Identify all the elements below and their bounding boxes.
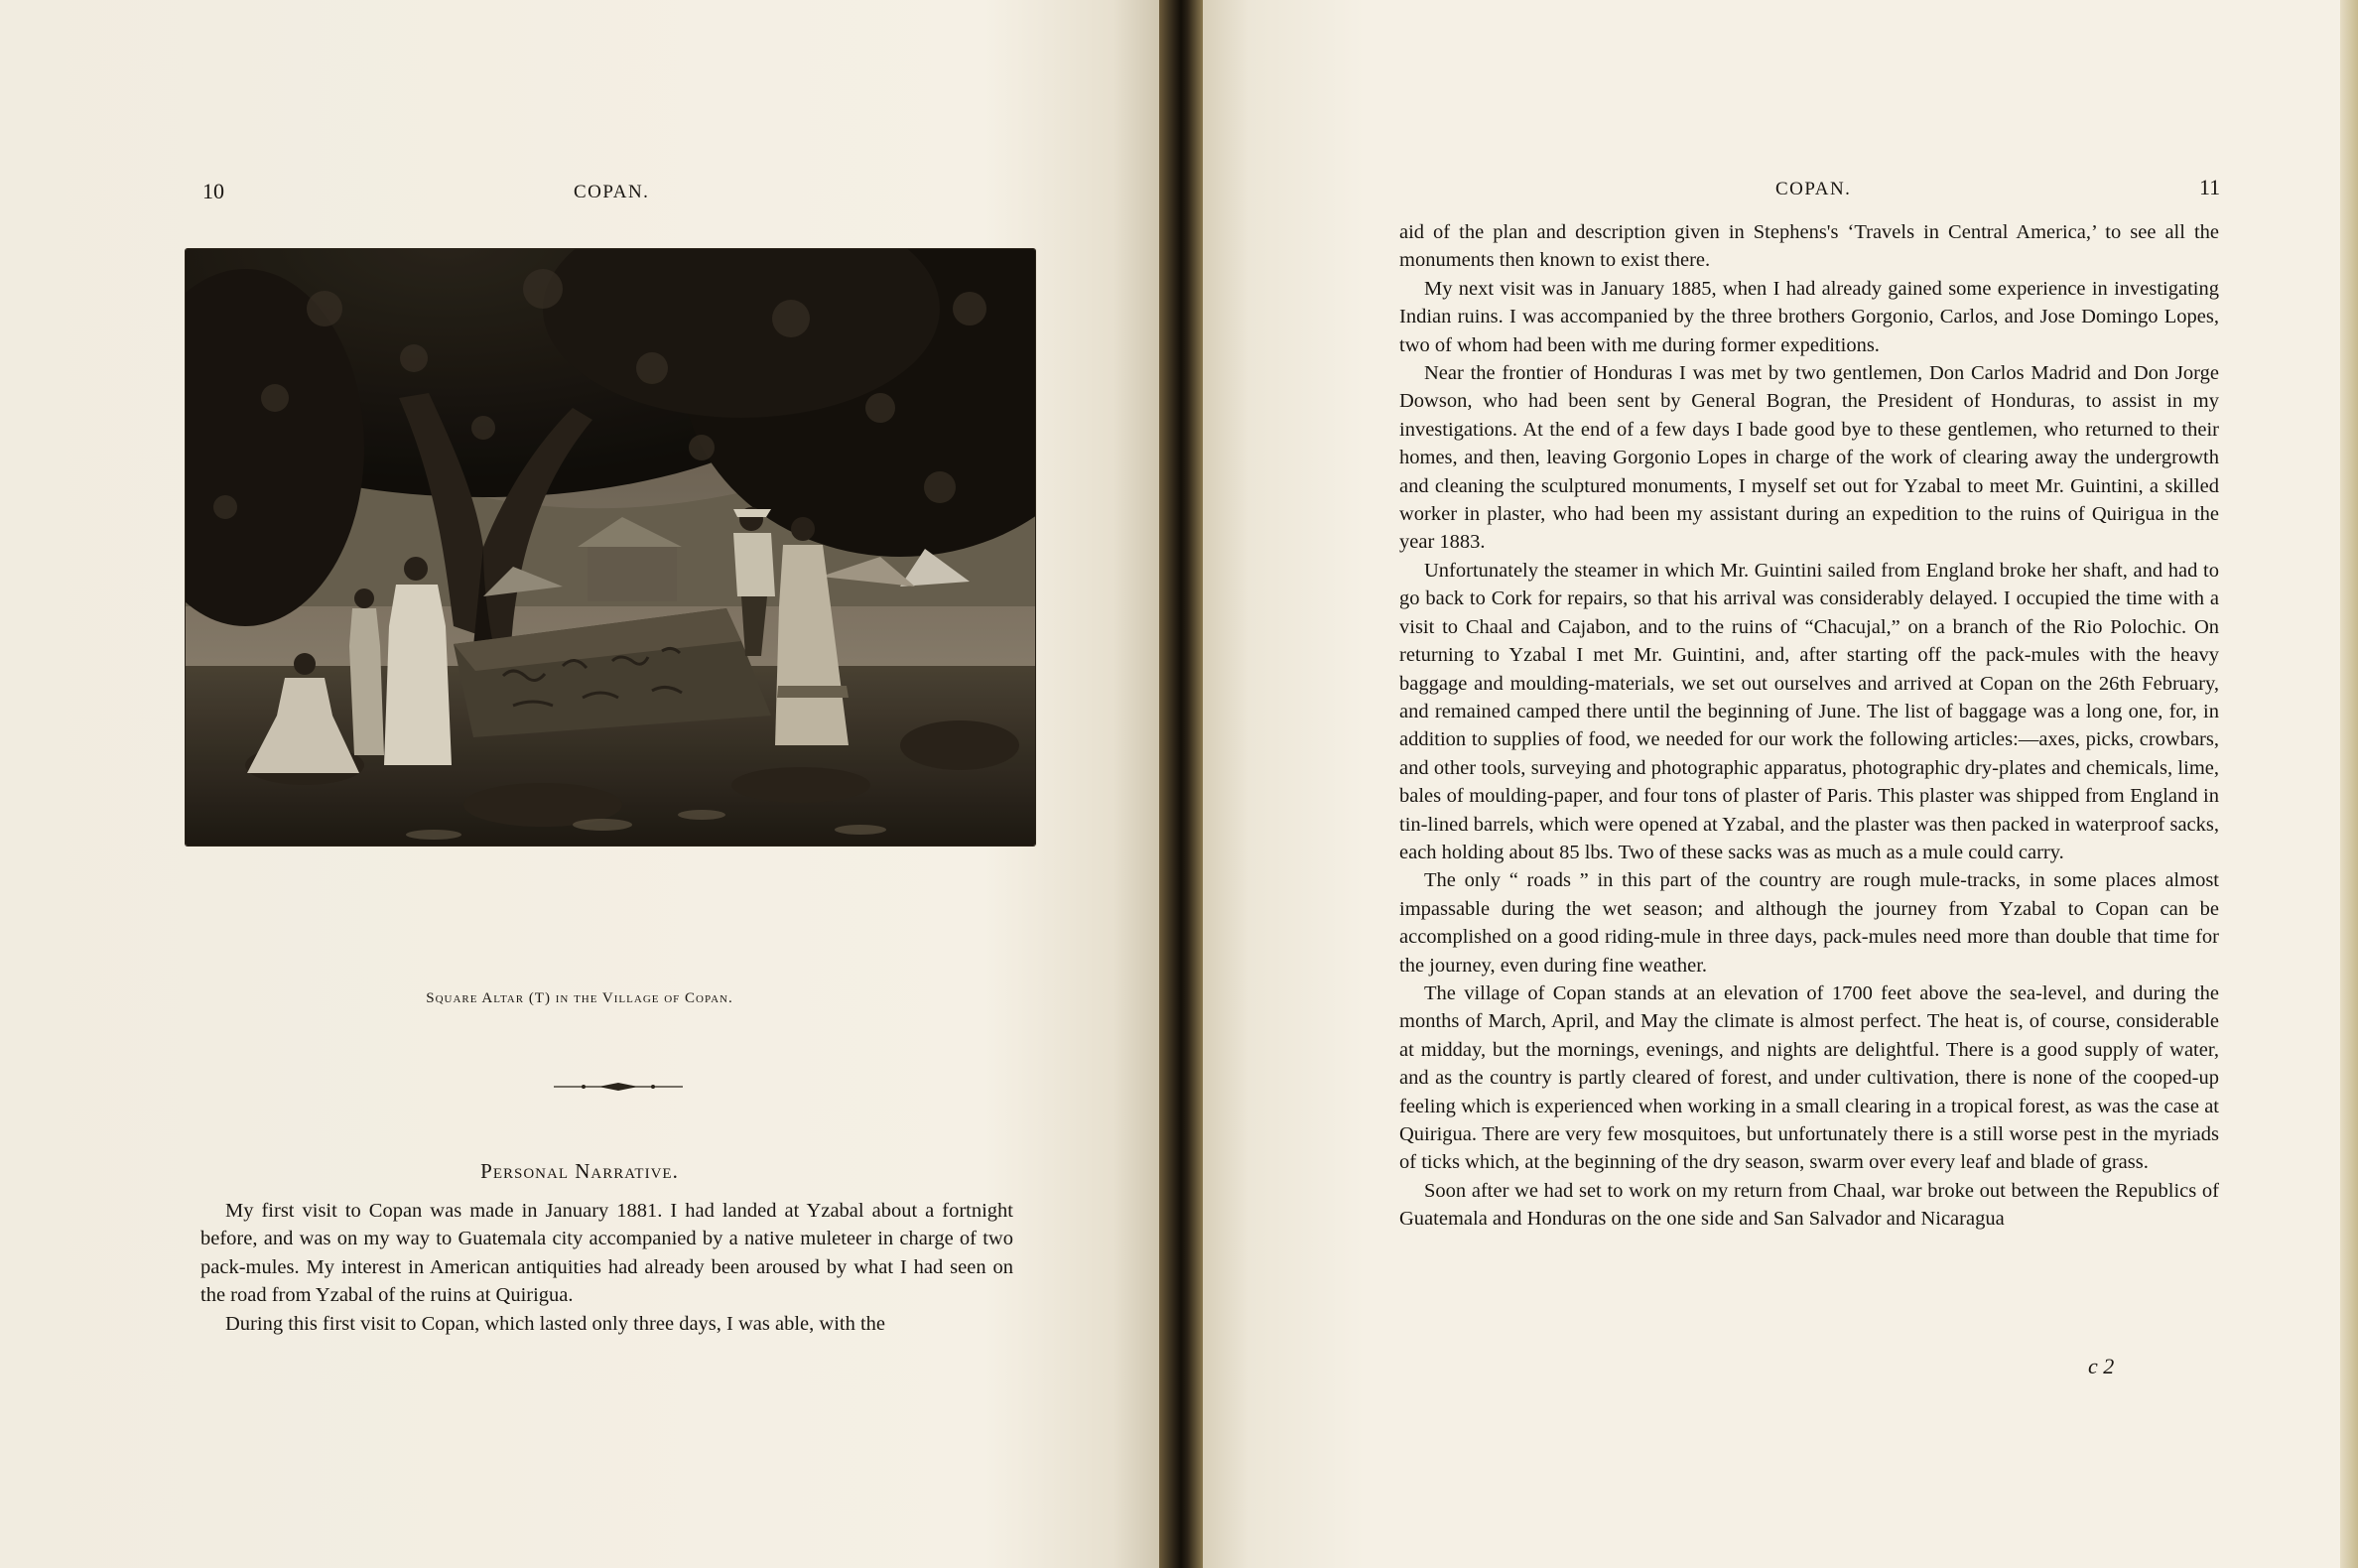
paragraph: During this first visit to Copan, which lasted only three days, I was able, with the [225,1312,885,1335]
photograph-plate [186,249,1035,846]
page-edge [2340,0,2358,1568]
paragraph: The village of Copan stands at an elevation of 1700 feet above the sea-level, and during the months of March, April, and May the climate is almost perfect. The heat is, of course, considerable at midday, but the mornings, evenings, and nights are delightful. There is a good supply of water, and as the country is partly cleared of forest, and under cultivation, there is none of the cooped-up feeling which is experienced when working in a small clearing in a tropical forest, as was the case at Quirigua. There are very few mosquitoes, but unfortunately there is a still worse pest in the myriads of ticks which, at the beginning of the dry season, swarm over every leaf and blade of grass. [1399,981,2219,1174]
running-head-left: COPAN. [574,182,650,202]
left-body-text [200,1197,1013,1338]
paragraph: My next visit was in January 1885, when I had already gained some experience in investigating Indian ruins. I was accompanied by the three brothers Gorgonio, Carlos, and Jose Domingo Lopes, two of whom had been with me during former expeditions. [1399,277,2219,356]
paragraph: Soon after we had set to work on my return from Chaal, war broke out between the Republics of Guatemala and Honduras on the one side and San Salvador and Nicaragua [1399,1179,2219,1231]
section-heading: Personal Narrative. [480,1159,679,1183]
right-body-text [1399,218,2219,1234]
running-head-right: COPAN. [1775,179,1852,199]
page-number-right: 11 [2199,175,2221,199]
photo-caption: Square Altar (T) in the Village of Copan. [426,990,733,1006]
ornament-divider [554,1080,683,1094]
paragraph: Near the frontier of Honduras I was met by two gentlemen, Don Carlos Madrid and Don Jorge Dowson, who had been sent by General Bogran, the President of Honduras, to assist in my investigations. At the end of a few days I bade good bye to these gentlemen, who returned to their homes, and then, leaving Gorgonio Lopes in charge of the work of clearing away the undergrowth and cleaning the sculptured monuments, I myself set out for Yzabal to meet Mr. Guintini, a skilled worker in plaster, who had been my assistant during an expedition to the ruins of Quirigua in the year 1883. [1399,362,2219,554]
book-gutter [1159,0,1203,1568]
paragraph: aid of the plan and description given in Stephens's ‘Travels in Central America,’ to see all the monuments then known to exist there. [1399,221,2219,272]
paragraph: My first visit to Copan was made in January 1881. I had landed at Yzabal about a fortnight before, and was on my way to Guatemala city accompanied by a native muleteer in charge of two pack-mules. My interest in American antiquities had already been aroused by what I had seen on the road from Yzabal of the ruins at Quirigua. [200,1200,1013,1307]
signature-mark: c 2 [2088,1354,2115,1378]
paragraph: The only “ roads ” in this part of the country are rough mule-tracks, in some places almost impassable during the wet season; and although the journey from Yzabal to Copan can be accomplished on a good riding-mule in three days, pack-mules need more than double that time for the journey, even during fine weather. [1399,869,2219,977]
paragraph: Unfortunately the steamer in which Mr. Guintini sailed from England broke her shaft, and had to go back to Cork for repairs, so that his arrival was considerably delayed. I occupied the time with a visit to Chaal and Cajabon, and to the ruins of “Chacujal,” on a branch of the Rio Polochic. On returning to Yzabal I met Mr. Guintini, and, after starting off the pack-mules with the heavy baggage and moulding-materials, we set out ourselves and arrived at Copan on the 26th February, and remained camped there until the beginning of June. The list of baggage was a long one, for, in addition to supplies of food, we needed for our work the following articles:—axes, picks, crowbars, and other tools, surveying and photographic apparatus, photographic dry-plates and chemicals, lime, bales of moulding-paper, and four tons of plaster of Paris. This plaster was shipped from England in tin-lined barrels, which were opened at Yzabal, and the plaster was then packed in waterproof sacks, each holding about 85 lbs. Two of these sacks was as much as a mule could carry. [1399,559,2219,863]
left-page [0,0,1159,1568]
page-number-left: 10 [202,179,224,203]
